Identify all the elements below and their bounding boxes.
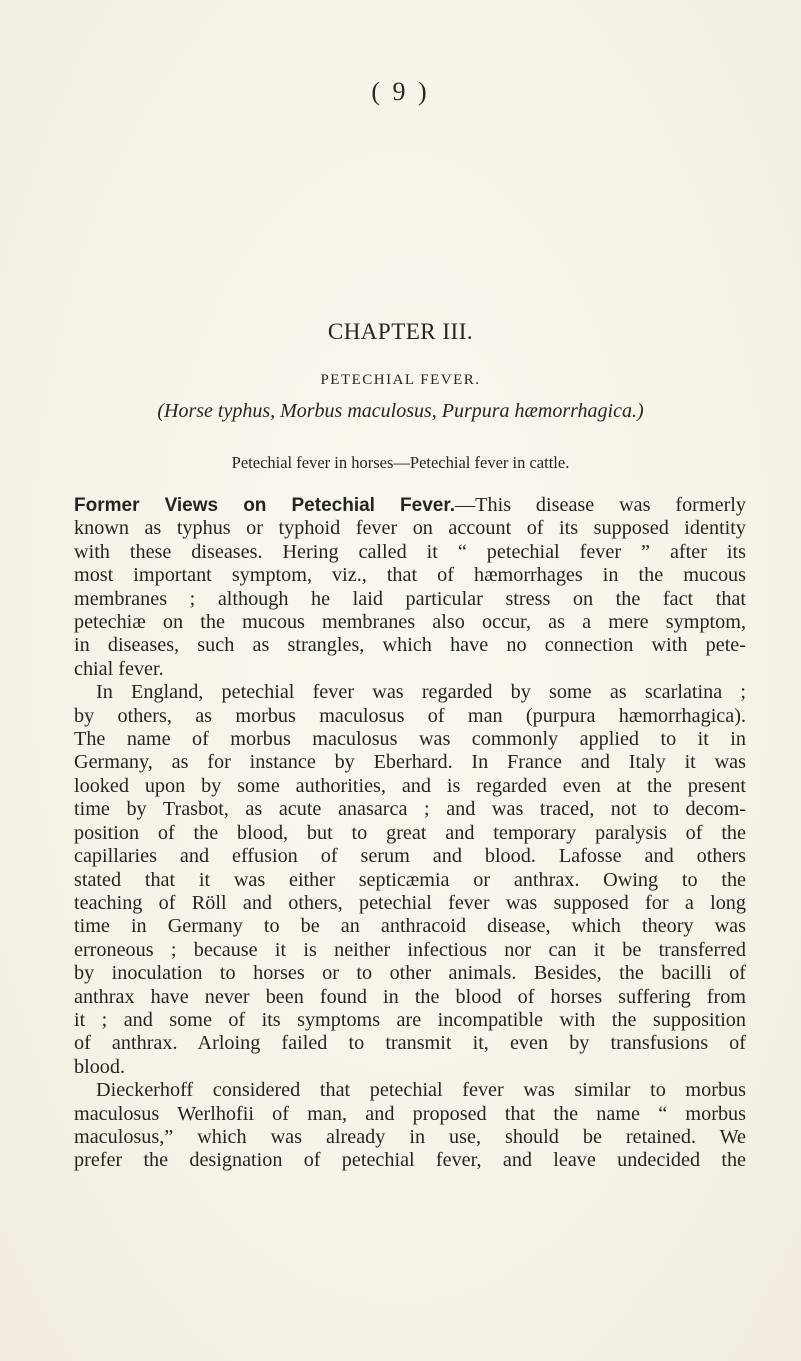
text-line: capillaries and effusion of serum and blood. Lafosse and others — [74, 845, 746, 868]
text-line: in diseases, such as strangles, which have no connection with pete- — [74, 634, 746, 657]
text-line-rest: —This disease was formerly — [454, 494, 746, 516]
text-line: it ; and some of its symptoms are incompatible with the supposition — [74, 1008, 746, 1031]
text-line: membranes ; although he laid particular stress on the fact that — [74, 587, 746, 610]
synonyms-line: (Horse typhus, Morbus maculosus, Purpura hæmorrhagica.) — [157, 400, 644, 422]
text-line: position of the blood, but to great and temporary paralysis of the — [74, 821, 746, 844]
chapter-subtitle: Petechial fever in horses—Petechial fever in cattle. — [231, 453, 570, 472]
text-line: by inoculation to horses or to other animals. Besides, the bacilli of — [74, 962, 746, 985]
page-number: ( 9 ) — [371, 77, 430, 106]
text-line: erroneous ; because it is neither infectious nor can it be transferred — [74, 938, 746, 961]
text-line: In England, petechial fever was regarded by some as scarlatina ; — [96, 681, 746, 704]
text-line: time by Trasbot, as acute anasarca ; and was traced, not to decom- — [74, 798, 746, 821]
text-line: of anthrax. Arloing failed to transmit it, even by transfusions of — [74, 1032, 746, 1055]
text-line: maculosus Werlhofii of man, and proposed that the name “ morbus — [74, 1102, 746, 1125]
run-in-heading: Former Views on Petechial Fever. — [74, 495, 455, 516]
text-line: maculosus,” which was already in use, should be retained. We — [74, 1125, 746, 1148]
paragraph — [74, 681, 746, 1079]
text-line: stated that it was either septicæmia or anthrax. Owing to the — [74, 868, 746, 891]
text-line: petechiæ on the mucous membranes also occur, as a mere symptom, — [74, 611, 746, 634]
text-line: known as typhus or typhoid fever on account of its supposed identity — [74, 517, 746, 540]
text-line: time in Germany to be an anthracoid disease, which theory was — [74, 915, 746, 938]
text-line: prefer the designation of petechial fever, and leave undecided the — [74, 1149, 746, 1172]
text-line: teaching of Röll and others, petechial fever was supposed for a long — [74, 891, 746, 914]
text-line: chial fever. — [74, 657, 164, 680]
text-line: looked upon by some authorities, and is regarded even at the present — [74, 774, 746, 797]
text-line: anthrax have never been found in the blood of horses suffering from — [74, 985, 746, 1008]
body-text — [74, 494, 746, 1173]
section-title: PETECHIAL FEVER. — [320, 372, 481, 388]
text-line: Germany, as for instance by Eberhard. In France and Italy it was — [74, 751, 746, 774]
text-line: The name of morbus maculosus was commonly applied to it in — [74, 728, 746, 751]
paragraph — [74, 1079, 746, 1173]
text-line — [74, 494, 746, 517]
text-line: most important symptom, viz., that of hæmorrhages in the mucous — [74, 564, 746, 587]
paragraph — [74, 494, 746, 681]
text-line: Dieckerhoff considered that petechial fever was similar to morbus — [96, 1079, 746, 1102]
chapter-title: CHAPTER III. — [327, 319, 474, 344]
text-line: by others, as morbus maculosus of man (purpura hæmorrhagica). — [74, 704, 746, 727]
text-line: blood. — [74, 1055, 126, 1078]
text-line: with these diseases. Hering called it “ petechial fever ” after its — [74, 540, 746, 563]
